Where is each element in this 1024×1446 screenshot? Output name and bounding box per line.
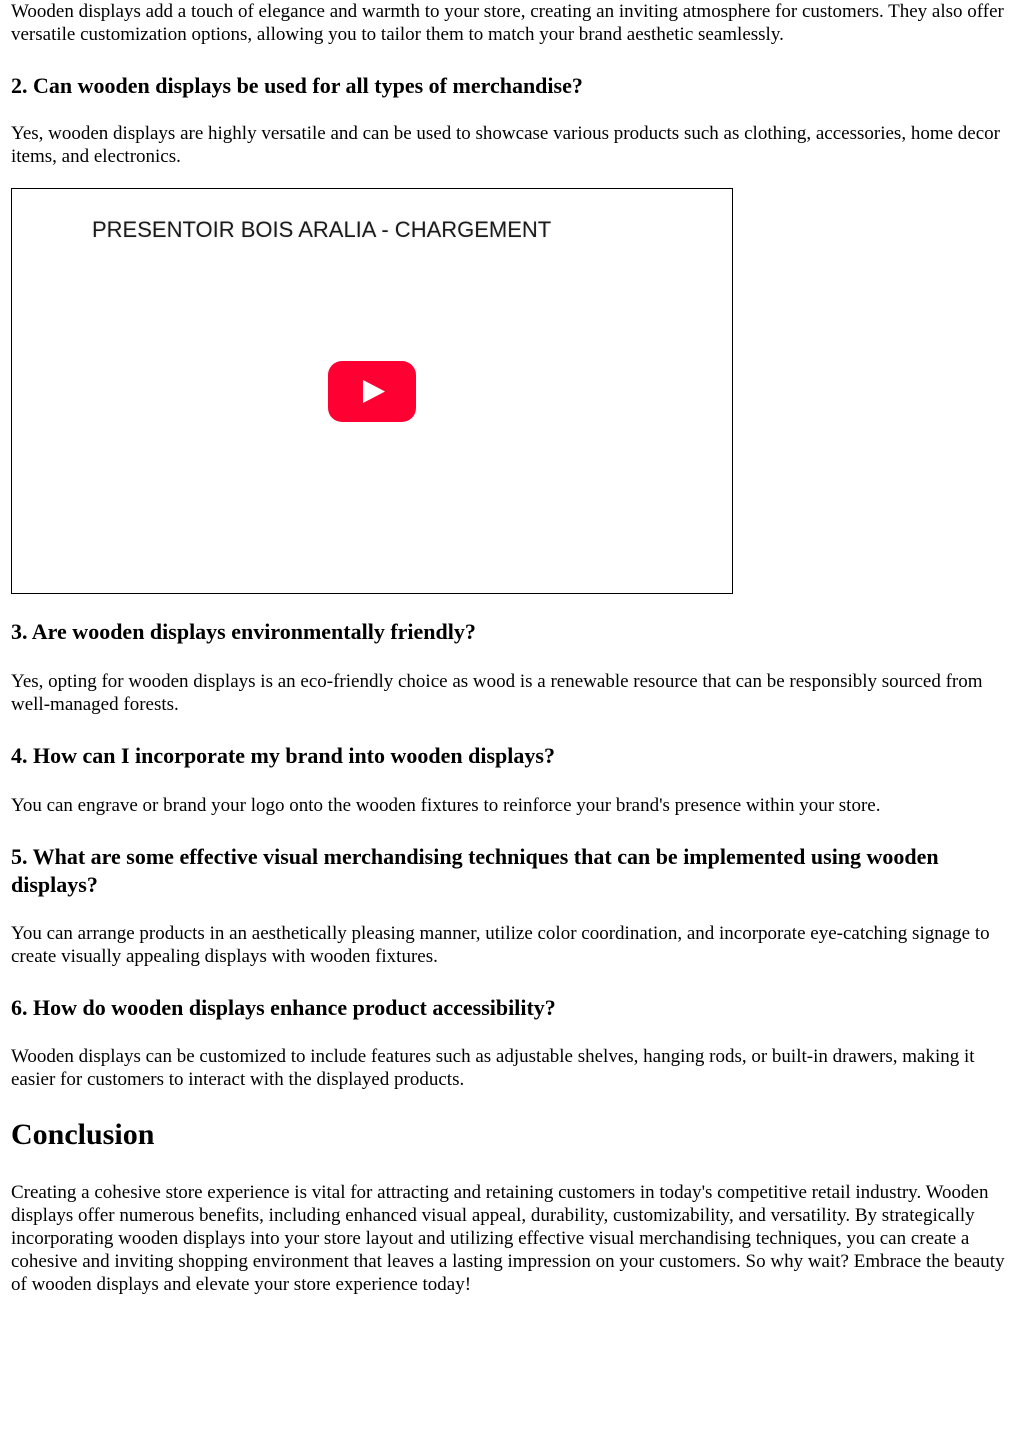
video-title[interactable]: PRESENTOIR BOIS ARALIA - CHARGEMENT <box>92 217 552 242</box>
faq-question-6: 6. How do wooden displays enhance product accessibility? <box>11 995 556 1020</box>
conclusion-paragraph: Creating a cohesive store experience is vital for attracting and retaining customers in today's competitive retail industry. Wooden displays offer numerous benefits, including enhanced visual appeal, durability, customizability, and versatility. By strategically incorporating wooden displays into your store layout and utilizing effective visual merchandising techniques, you can create a cohesive and inviting shopping environment that leaves a lasting impression on your customers. So why wait? Embrace the beauty of wooden displays and elevate your store experience today! <box>11 1182 1005 1295</box>
faq-question-4: 4. How can I incorporate my brand into wooden displays? <box>11 743 555 768</box>
conclusion-heading: Conclusion <box>11 1118 155 1151</box>
faq-question-5: 5. What are some effective visual merchandising techniques that can be implemented using wooden displays? <box>11 844 939 897</box>
faq-answer-4: You can engrave or brand your logo onto the wooden fixtures to reinforce your brand's presence within your store. <box>11 795 881 816</box>
faq-answer-6: Wooden displays can be customized to include features such as adjustable shelves, hanging rods, or built-in drawers, making it easier for customers to interact with the displayed products. <box>11 1046 975 1090</box>
faq-question-3: 3. Are wooden displays environmentally friendly? <box>11 619 476 644</box>
faq-answer-5: You can arrange products in an aesthetically pleasing manner, utilize color coordination, and incorporate eye-catching signage to create visually appealing displays with wooden fixtures. <box>11 923 990 967</box>
faq-question-2: 2. Can wooden displays be used for all types of merchandise? <box>11 73 583 98</box>
faq-answer-2: Yes, wooden displays are highly versatile and can be used to showcase various products such as clothing, accessories, home decor items, and electronics. <box>11 123 1000 167</box>
play-triangle-icon <box>328 361 416 422</box>
youtube-play-icon[interactable] <box>328 361 416 422</box>
article-body <box>11 0 1011 1296</box>
faq-answer-3: Yes, opting for wooden displays is an eco-friendly choice as wood is a renewable resource that can be responsibly sourced from well-managed forests. <box>11 671 983 715</box>
intro-paragraph: Wooden displays add a touch of elegance and warmth to your store, creating an inviting atmosphere for customers. They also offer versatile customization options, allowing you to tailor them to match your brand aesthetic seamlessly. <box>11 1 1004 45</box>
video-embed[interactable] <box>11 188 733 594</box>
